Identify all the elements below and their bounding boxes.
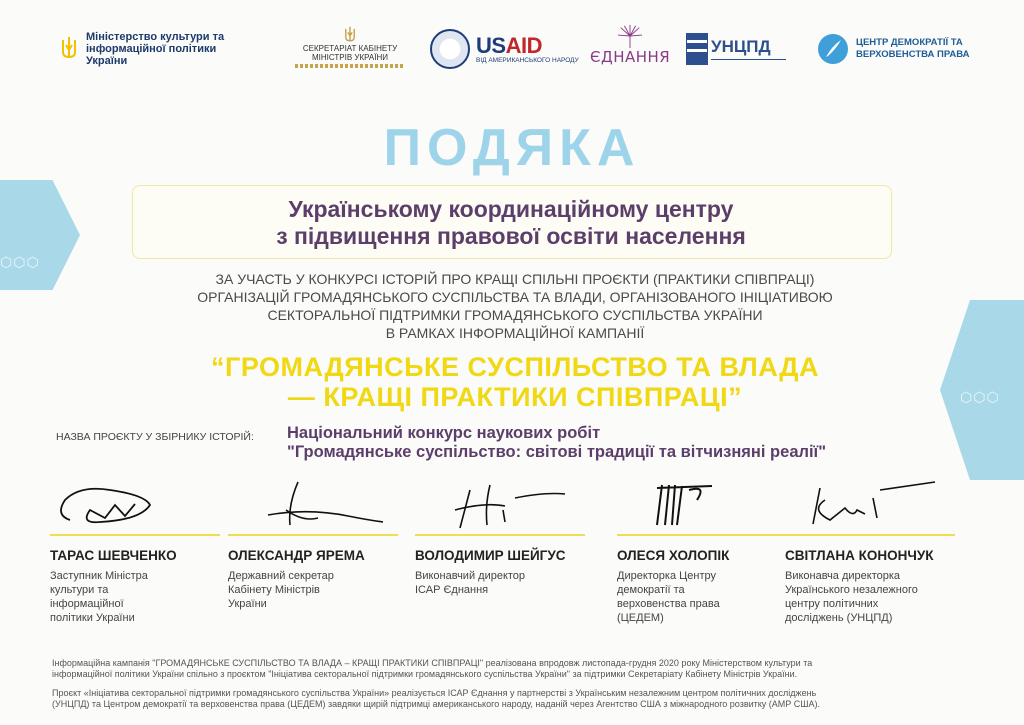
uncpd-name: УНЦПД — [711, 37, 771, 56]
usaid-seal-icon — [430, 29, 470, 69]
footer-line: Проєкт «Ініціатива секторальної підтримки громадянського суспільства України» реалізується ІСАР Єднання у партнерстві з Українським незалежним центром політичних досліджень — [52, 688, 817, 698]
project-name — [287, 424, 826, 462]
position-line: верховенства права — [617, 597, 720, 610]
hexagon-decoration-left — [0, 180, 80, 290]
signature-image — [50, 480, 180, 530]
position-line: культури та — [50, 583, 109, 596]
uncpd-logo — [686, 28, 786, 70]
campaign-name — [120, 352, 910, 412]
ministry-culture-name: Міністерство культури та інформаційної політики України — [86, 31, 225, 67]
signatory-name: ОЛЕКСАНДР ЯРЕМА — [228, 547, 365, 563]
signature-line — [785, 534, 955, 536]
trident-icon — [343, 26, 357, 44]
usaid-logo — [430, 28, 579, 70]
signatory-position — [228, 569, 398, 611]
ednannia-name: ЄДНАННЯ — [590, 48, 671, 66]
position-line: політики України — [50, 611, 135, 624]
position-line: України — [228, 597, 267, 610]
signatory-position — [50, 569, 220, 625]
footer-line: Інформаційна кампанія "ГРОМАДЯНСЬКЕ СУСПІЛЬСТВО ТА ВЛАДА – КРАЩІ ПРАКТИКИ СПІВПРАЦІ" реалізована впродовж листопада-грудня 2020 року Міністерством культури та — [52, 658, 813, 668]
signature-image — [785, 480, 945, 530]
position-line: ІСАР Єднання — [415, 583, 489, 596]
hexagon-pattern-left: ⬡⬡⬡ — [0, 255, 40, 271]
signatory-3 — [415, 480, 585, 597]
signature-line — [50, 534, 220, 536]
position-line: (ЦЕДЕМ) — [617, 611, 664, 624]
signatory-name: ТАРАС ШЕВЧЕНКО — [50, 547, 177, 563]
dandelion-icon — [615, 24, 645, 48]
recipient-line-1: Українському координаційному центру — [288, 196, 734, 222]
position-line: інформаційної — [50, 597, 124, 610]
signatory-1 — [50, 480, 220, 625]
signature-image — [617, 480, 777, 530]
position-line: Українського незалежного — [785, 583, 918, 596]
description — [120, 270, 910, 342]
ednannia-logo — [590, 24, 670, 66]
recipient-line-2: з підвищення правової освіти населення — [276, 223, 746, 249]
signatory-4 — [617, 480, 787, 625]
project-line-1: Національний конкурс наукових робіт — [287, 424, 601, 442]
campaign-line-1: “ГРОМАДЯНСЬКЕ СУСПІЛЬСТВО ТА ВЛАДА — [211, 352, 819, 382]
signatory-name: ВОЛОДИМИР ШЕЙГУС — [415, 547, 566, 563]
position-line: Кабінету Міністрів — [228, 583, 320, 596]
signatory-position — [617, 569, 787, 625]
position-line: Директорка Центру — [617, 569, 717, 582]
position-line: центру політичних — [785, 597, 879, 610]
signatory-2 — [228, 480, 398, 611]
description-line-3: СЕКТОРАЛЬНОЇ ПІДТРИМКИ ГРОМАДЯНСЬКОГО СУСПІЛЬСТВА УКРАЇНИ — [267, 307, 763, 323]
position-line: Заступник Міністра — [50, 569, 148, 582]
footer-project-note — [52, 688, 972, 710]
description-line-4: В РАМКАХ ІНФОРМАЦІЙНОЇ КАМПАНІЇ — [385, 325, 645, 341]
footer-campaign-note — [52, 658, 972, 680]
usaid-us: US — [476, 32, 506, 58]
signatory-name: ОЛЕСЯ ХОЛОПІК — [617, 547, 730, 563]
recipient-name — [132, 196, 890, 250]
secretariat-name: СЕКРЕТАРІАТ КАБІНЕТУ МІНІСТРІВ УКРАЇНИ — [302, 44, 398, 63]
signatory-position — [785, 569, 955, 625]
position-line: Виконавча директорка — [785, 569, 901, 582]
description-line-2: ОРГАНІЗАЦІЙ ГРОМАДЯНСЬКОГО СУСПІЛЬСТВА ТА ВЛАДИ, ОРГАНІЗОВАНОГО ІНІЦІАТИВОЮ — [197, 289, 833, 305]
campaign-line-2: — КРАЩІ ПРАКТИКИ СПІВПРАЦІ” — [287, 382, 743, 412]
description-line-1: ЗА УЧАСТЬ У КОНКУРСІ ІСТОРІЙ ПРО КРАЩІ СПІЛЬНІ ПРОЄКТИ (ПРАКТИКИ СПІВПРАЦІ) — [215, 271, 815, 287]
ministry-culture-logo — [60, 28, 246, 70]
signature-image — [415, 480, 575, 530]
usaid-aid: AID — [505, 32, 542, 58]
signatory-name: СВІТЛАНА КОНОНЧУК — [785, 547, 934, 563]
hexagon-pattern-right: ⬡⬡⬡ — [960, 390, 1000, 406]
project-label: НАЗВА ПРОЄКТУ У ЗБІРНИКУ ІСТОРІЙ: — [56, 431, 254, 443]
signatory-5 — [785, 480, 955, 625]
uncpd-emblem-icon — [686, 33, 708, 65]
position-line: демократії та — [617, 583, 685, 596]
signature-line — [228, 534, 398, 536]
trident-icon — [60, 36, 78, 62]
secretariat-logo — [295, 26, 405, 68]
signature-line — [415, 534, 585, 536]
certificate-title: ПОДЯКА — [383, 119, 641, 177]
cedem-name: ЦЕНТР ДЕМОКРАТІЇ ТА ВЕРХОВЕНСТВА ПРАВА — [856, 37, 970, 60]
footer-line: (УНЦПД) та Центром демократії та верховенства права (ЦЕДЕМ) завдяки щирій підтримці американського народу, наданій через Агентство США з міжнародного розвитку (АМР США). — [52, 699, 821, 709]
signature-line — [617, 534, 787, 536]
signature-image — [228, 480, 388, 530]
position-line: Державний секретар — [228, 569, 334, 582]
uncpd-underline — [711, 59, 786, 60]
position-line: досліджень (УНЦПД) — [785, 611, 893, 624]
cedem-logo — [818, 28, 976, 70]
position-line: Виконавчий директор — [415, 569, 526, 582]
signatory-position — [415, 569, 585, 597]
usaid-subtitle: ВІД АМЕРИКАНСЬКОГО НАРОДУ — [476, 56, 579, 64]
footer-line: інформаційної політики України спільно з проєктом "Ініціатива секторальної підтримки громадянського суспільства України" за підтримки Секретаріату Кабінету Міністрів України. — [52, 669, 798, 679]
cedem-feather-icon — [818, 34, 848, 64]
ornament-line — [295, 64, 405, 68]
project-line-2: "Громадянське суспільство: світові традиції та вітчизняні реалії" — [287, 443, 827, 461]
